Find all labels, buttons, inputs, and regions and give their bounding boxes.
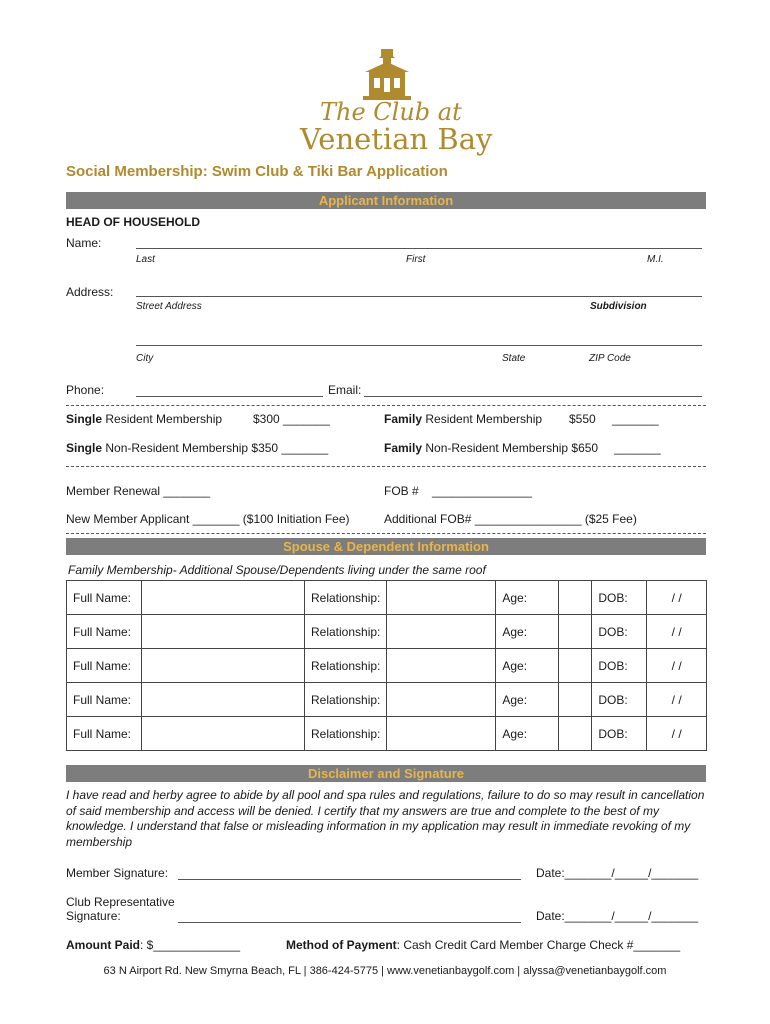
age-label: Age: — [496, 615, 559, 649]
dob-label: DOB: — [592, 717, 647, 751]
street-input-line[interactable] — [136, 296, 702, 297]
single-nonresident-bold: Single — [66, 441, 103, 455]
footer-contact: 63 N Airport Rd. New Smyrna Beach, FL | 386-424-5775 | www.venetianbaygolf.com | alyssa@venetianbaygolf.com — [103, 965, 667, 977]
full-name-input[interactable] — [142, 581, 305, 615]
head-of-household-label: HEAD OF HOUSEHOLD — [66, 215, 201, 229]
age-label: Age: — [496, 581, 559, 615]
family-nonresident-blank[interactable]: _______ — [614, 441, 661, 455]
age-input[interactable] — [559, 649, 592, 683]
family-resident-bold: Family — [384, 412, 423, 426]
dob-input[interactable]: / / — [647, 581, 707, 615]
member-date-field[interactable]: Date:_______/_____/_______ — [536, 866, 699, 880]
family-note: Family Membership- Additional Spouse/Dependents living under the same roof — [68, 563, 486, 577]
member-signature-label: Member Signature: — [66, 866, 169, 880]
full-name-label: Full Name: — [67, 649, 142, 683]
full-name-input[interactable] — [142, 615, 305, 649]
phone-label: Phone: — [66, 383, 105, 397]
family-nonresident-bold: Family — [384, 441, 423, 455]
dependents-table — [66, 580, 707, 751]
payment-method-label: Method of Payment — [286, 938, 397, 952]
relationship-input[interactable] — [387, 683, 496, 717]
address-label: Address: — [66, 285, 114, 299]
new-member-field[interactable]: New Member Applicant _______ ($100 Initiation Fee) — [66, 512, 350, 526]
divider — [66, 466, 706, 467]
subdivision-caption: Subdivision — [590, 301, 647, 312]
single-resident-text: Resident Membership — [102, 412, 223, 426]
single-resident-price[interactable]: $300 _______ — [253, 412, 330, 426]
full-name-label: Full Name: — [67, 581, 142, 615]
family-resident-blank[interactable]: _______ — [612, 412, 659, 426]
age-label: Age: — [496, 717, 559, 751]
name-label: Name: — [66, 236, 102, 250]
single-resident-membership[interactable] — [66, 412, 222, 426]
disclaimer-text: I have read and herby agree to abide by all pool and spa rules and regulations, failure to do so may result in cancellation of said membership and access will be denied. I certify that my answers are true and complete to the best of my knowledge. I understand that false or misleading information in my application may result in immediate revoking of my membership — [66, 788, 705, 849]
relationship-input[interactable] — [387, 581, 496, 615]
dob-label: DOB: — [592, 615, 647, 649]
club-logo — [290, 46, 493, 158]
relationship-input[interactable] — [387, 717, 496, 751]
page-title: Social Membership: Swim Club & Tiki Bar Application — [66, 163, 448, 180]
family-resident-membership[interactable] — [384, 412, 542, 426]
fob-label: FOB # — [384, 484, 419, 498]
full-name-input[interactable] — [142, 717, 305, 751]
name-first-caption: First — [406, 254, 426, 265]
amount-paid-field[interactable] — [66, 938, 240, 952]
zip-caption: ZIP Code — [589, 353, 631, 364]
city-input-line[interactable] — [136, 345, 702, 346]
dob-label: DOB: — [592, 683, 647, 717]
dob-input[interactable]: / / — [647, 717, 707, 751]
relationship-label: Relationship: — [305, 615, 387, 649]
member-signature-line[interactable] — [178, 879, 521, 880]
age-input[interactable] — [559, 683, 592, 717]
table-row — [67, 649, 707, 683]
relationship-input[interactable] — [387, 649, 496, 683]
full-name-input[interactable] — [142, 649, 305, 683]
dob-input[interactable]: / / — [647, 683, 707, 717]
family-nonresident-membership[interactable] — [384, 441, 598, 455]
payment-method-field[interactable] — [286, 938, 680, 952]
relationship-label: Relationship: — [305, 581, 387, 615]
age-label: Age: — [496, 649, 559, 683]
city-caption: City — [136, 353, 154, 364]
single-nonresident-text: Non-Resident Membership $350 _______ — [102, 441, 329, 455]
table-row — [67, 717, 707, 751]
age-input[interactable] — [559, 581, 592, 615]
family-resident-text: Resident Membership — [422, 412, 543, 426]
table-row — [67, 615, 707, 649]
additional-fob-field[interactable]: Additional FOB# ________________ ($25 Fee) — [384, 512, 637, 526]
street-caption: Street Address — [136, 301, 202, 312]
clubhouse-logo-icon — [357, 46, 417, 102]
club-rep-label-1: Club Representative — [66, 895, 175, 909]
payment-method-options: : Cash Credit Card Member Charge Check #_______ — [396, 938, 681, 952]
brand-line1: The Club at — [320, 98, 462, 126]
relationship-label: Relationship: — [305, 649, 387, 683]
divider — [66, 533, 706, 534]
section-spouse-header: Spouse & Dependent Information — [66, 538, 706, 555]
section-disclaimer-header: Disclaimer and Signature — [66, 765, 706, 782]
table-row — [67, 683, 707, 717]
email-input-line[interactable] — [364, 396, 702, 397]
divider — [66, 405, 706, 406]
single-nonresident-membership[interactable] — [66, 441, 328, 455]
email-label: Email: — [328, 383, 362, 397]
amount-paid-blank: : $_____________ — [140, 938, 241, 952]
dob-label: DOB: — [592, 649, 647, 683]
age-input[interactable] — [559, 717, 592, 751]
state-caption: State — [502, 353, 526, 364]
fob-blank[interactable]: _______________ — [432, 484, 533, 498]
relationship-label: Relationship: — [305, 683, 387, 717]
family-resident-price: $550 — [569, 412, 596, 426]
brand-line2: Venetian Bay — [300, 122, 493, 156]
age-input[interactable] — [559, 615, 592, 649]
full-name-label: Full Name: — [67, 683, 142, 717]
club-rep-signature-line[interactable] — [178, 922, 521, 923]
name-input-line[interactable] — [136, 248, 702, 249]
relationship-input[interactable] — [387, 615, 496, 649]
family-nonresident-text: Non-Resident Membership $650 — [422, 441, 599, 455]
single-resident-bold: Single — [66, 412, 103, 426]
amount-paid-label: Amount Paid — [66, 938, 140, 952]
age-label: Age: — [496, 683, 559, 717]
table-row — [67, 581, 707, 615]
full-name-label: Full Name: — [67, 717, 142, 751]
section-applicant-header: Applicant Information — [66, 192, 706, 209]
name-mi-caption: M.I. — [647, 254, 664, 265]
dob-input[interactable]: / / — [647, 615, 707, 649]
club-rep-date-field[interactable]: Date:_______/_____/_______ — [536, 909, 699, 923]
relationship-label: Relationship: — [305, 717, 387, 751]
club-rep-label-2: Signature: — [66, 909, 121, 923]
dob-label: DOB: — [592, 581, 647, 615]
full-name-label: Full Name: — [67, 615, 142, 649]
full-name-input[interactable] — [142, 683, 305, 717]
member-renewal-field[interactable]: Member Renewal _______ — [66, 484, 211, 498]
phone-input-line[interactable] — [136, 396, 323, 397]
dob-input[interactable]: / / — [647, 649, 707, 683]
name-last-caption: Last — [136, 254, 155, 265]
